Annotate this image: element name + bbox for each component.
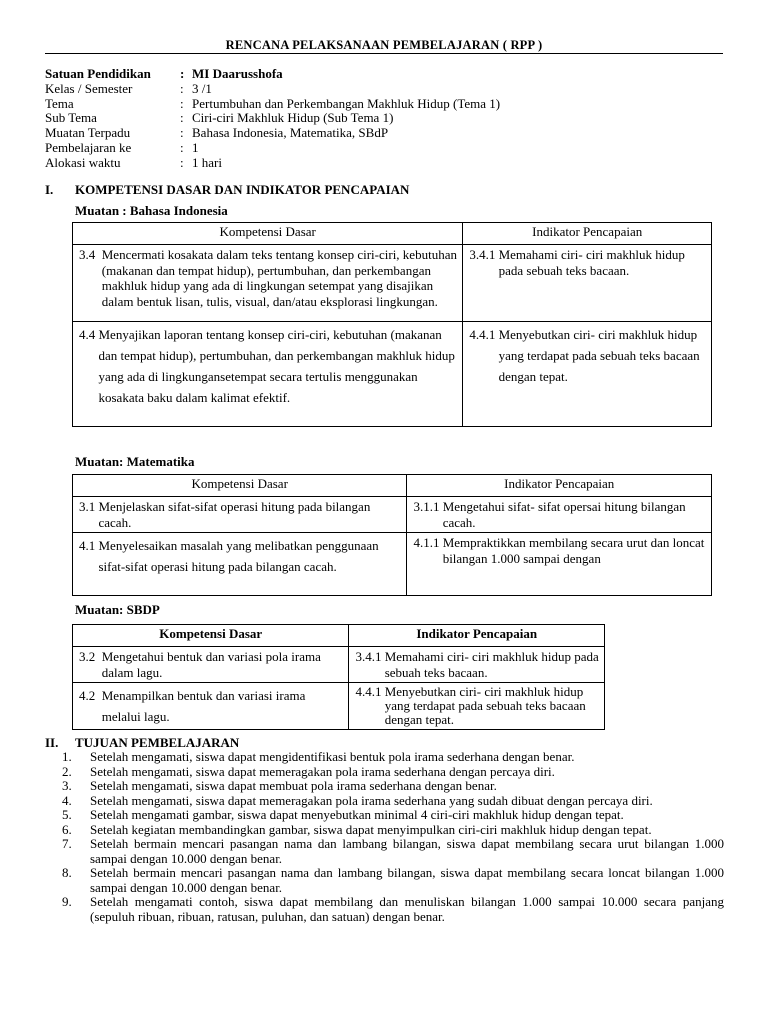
kd-code: 3.2 (79, 649, 102, 664)
list-text: Setelah mengamati, siswa dapat mengidentifikasi bentuk pola irama sederhana dengan benar. (90, 749, 575, 764)
kd-cell (73, 322, 463, 427)
ip-item (469, 324, 707, 387)
list-item (62, 895, 724, 924)
list-item (62, 750, 724, 765)
info-value: MI Daarusshofa (192, 66, 283, 81)
ip-code: 4.4.1 (469, 327, 499, 342)
kd-code: 4.4 (79, 327, 99, 342)
info-value: Ciri-ciri Makhluk Hidup (Sub Tema 1) (192, 110, 394, 126)
identity-block (45, 67, 500, 171)
kd-text: Mencermati kosakata dalam teks tentang konsep ciri-ciri, kebutuhan (makanan dan tempat hidup), pertumbuhan, dan perkembangan makhluk hidup yang ada di lingkungan setempat yang disajikan dalam bentuk lisan, tulis, visual, dan/atau eksplorasi lingkungan. (101, 247, 457, 309)
kd-item (79, 499, 402, 530)
table-bahasa-indonesia (72, 222, 712, 427)
ip-text: Memahami ciri- ciri makhluk hidup pada sebuah teks bacaan. (384, 649, 599, 680)
info-row-muatan-terpadu (45, 126, 500, 141)
kd-text: Menjelaskan sifat-sifat operasi hitung pada bilangan cacah. (98, 499, 371, 530)
list-number: 2. (62, 763, 72, 779)
info-row-satuan-pendidikan (45, 67, 500, 82)
ip-cell (349, 683, 605, 730)
info-colon: : (180, 139, 184, 155)
header-indikator-pencapaian: Indikator Pencapaian (349, 625, 605, 647)
section-heading-kompetensi (45, 182, 409, 198)
muatan-label-matematika: Muatan: Matematika (75, 454, 195, 469)
header-kompetensi-dasar: Kompetensi Dasar (73, 223, 463, 245)
ip-item (413, 499, 707, 530)
ip-text: Menyebutkan ciri- ciri makhluk hidup yang terdapat pada sebuah teks bacaan dengan tepat. (384, 684, 586, 727)
kd-text: Menampilkan bentuk dan variasi irama melalui lagu. (101, 688, 306, 724)
ip-cell (407, 533, 712, 596)
info-row-pembelajaran-ke (45, 141, 500, 156)
list-item (62, 779, 724, 794)
info-colon: : (180, 95, 184, 111)
list-number: 7. (62, 836, 72, 851)
muatan-label-sbdp: Muatan: SBDP (75, 602, 160, 617)
info-value: Bahasa Indonesia, Matematika, SBdP (192, 125, 389, 141)
info-label: Pembelajaran ke (45, 139, 132, 155)
section-title: KOMPETENSI DASAR DAN INDIKATOR PENCAPAIAN (75, 182, 410, 197)
document-title: RENCANA PELAKSANAAN PEMBELAJARAN ( RPP ) (225, 38, 543, 52)
list-number: 8. (62, 865, 72, 880)
section-number: I. (45, 182, 54, 197)
list-text: Setelah bermain mencari pasangan nama dan lambang bilangan, siswa dapat membilang secara urut bilangan 1.000 sampai dengan 10.000 dengan benar. (90, 836, 724, 866)
info-label: Satuan Pendidikan (45, 66, 151, 81)
kd-item (79, 324, 458, 408)
kd-code: 3.1 (79, 499, 99, 514)
list-number: 5. (62, 807, 72, 822)
header-kompetensi-dasar: Kompetensi Dasar (73, 475, 407, 497)
list-item (62, 794, 724, 809)
info-colon: : (180, 125, 184, 141)
list-item (62, 765, 724, 780)
table-header-row (73, 475, 712, 497)
info-value: 1 hari (192, 154, 222, 170)
info-label: Tema (45, 95, 74, 111)
info-label: Alokasi waktu (45, 154, 121, 170)
header-indikator-pencapaian: Indikator Pencapaian (463, 223, 712, 245)
info-value: 3 /1 (192, 80, 212, 96)
kd-item (79, 247, 458, 309)
kd-code: 3.4 (79, 247, 102, 262)
header-indikator-pencapaian: Indikator Pencapaian (407, 475, 712, 497)
info-label: Sub Tema (45, 110, 97, 126)
ip-cell (349, 647, 605, 683)
table-header-row (73, 223, 712, 245)
list-item (62, 823, 724, 838)
table-sbdp (72, 624, 605, 730)
list-item (62, 837, 724, 866)
tujuan-list (62, 750, 724, 924)
table-row (73, 245, 712, 322)
section-number: II. (45, 735, 59, 750)
kd-cell (73, 497, 407, 533)
info-colon: : (180, 110, 184, 126)
ip-cell (463, 322, 712, 427)
kd-code: 4.2 (79, 688, 102, 703)
ip-item (355, 649, 600, 680)
table-row (73, 533, 712, 596)
ip-text: Mengetahui sifat- sifat opersai hitung bilangan cacah. (442, 499, 686, 530)
list-number: 6. (62, 821, 72, 837)
table-row (73, 322, 712, 427)
ip-code: 3.1.1 (413, 499, 443, 514)
ip-code: 4.1.1 (413, 535, 443, 550)
list-text: Setelah kegiatan membandingkan gambar, siswa dapat menyimpulkan ciri-ciri makhluk hidup dengan tepat. (90, 821, 652, 837)
kd-text: Menyelesaikan masalah yang melibatkan penggunaan sifat-sifat operasi hitung pada bilangan cacah. (98, 538, 379, 574)
table-row (73, 647, 605, 683)
ip-cell (407, 497, 712, 533)
list-text: Setelah bermain mencari pasangan nama dan lambang bilangan, siswa dapat membilang secara loncat bilangan 1.000 sampai dengan 10.000 dengan benar. (90, 865, 724, 895)
kd-cell (73, 683, 349, 730)
kd-code: 4.1 (79, 538, 99, 553)
ip-item (413, 535, 707, 566)
list-item (62, 808, 724, 823)
kd-cell (73, 647, 349, 683)
ip-cell (463, 245, 712, 322)
list-item (62, 866, 724, 895)
info-colon: : (180, 80, 184, 96)
kd-item (79, 685, 344, 727)
ip-text: Mempraktikkan membilang secara urut dan loncat bilangan 1.000 sampai dengan (442, 535, 705, 566)
kd-item (79, 535, 402, 577)
table-matematika (72, 474, 712, 596)
ip-code: 3.4.1 (355, 649, 385, 664)
ip-item (355, 685, 600, 727)
list-text: Setelah mengamati gambar, siswa dapat menyebutkan minimal 4 ciri-ciri makhluk hidup dengan tepat. (90, 807, 624, 822)
muatan-label-bahasa: Muatan : Bahasa Indonesia (75, 203, 228, 218)
info-colon: : (180, 66, 185, 81)
ip-code: 3.4.1 (469, 247, 499, 262)
table-row (73, 683, 605, 730)
list-number: 9. (62, 894, 72, 909)
kd-cell (73, 533, 407, 596)
kd-text: Mengetahui bentuk dan variasi pola irama dalam lagu. (101, 649, 321, 680)
list-text: Setelah mengamati, siswa dapat memeragakan pola irama sederhana yang sudah dibuat dengan percaya diri. (90, 792, 653, 808)
info-row-tema (45, 97, 500, 112)
kd-cell (73, 245, 463, 322)
list-text: Setelah mengamati, siswa dapat memeragakan pola irama sederhana dengan percaya diri. (90, 763, 555, 779)
info-label: Muatan Terpadu (45, 125, 131, 141)
kd-item (79, 649, 344, 680)
list-number: 1. (62, 749, 72, 764)
info-label: Kelas / Semester (45, 80, 133, 96)
header-kompetensi-dasar: Kompetensi Dasar (73, 625, 349, 647)
kd-text: Menyajikan laporan tentang konsep ciri-ciri, kebutuhan (makanan dan tempat hidup), pertumbuhan, dan perkembangan makhluk hidup yang ada di lingkungansetempat secara tertulis menggunakan kosakata baku dalam kalimat efektif. (98, 327, 455, 405)
list-number: 3. (62, 778, 72, 793)
list-number: 4. (62, 792, 72, 808)
table-header-row (73, 625, 605, 647)
list-text: Setelah mengamati contoh, siswa dapat membilang dan menuliskan bilangan 1.000 sampai 10.000 secara panjang (sepuluh ribuan, ribuan, ratusan, puluhan, dan satuan) dengan benar. (90, 894, 724, 924)
ip-text: Menyebutkan ciri- ciri makhluk hidup yang terdapat pada sebuah teks bacaan dengan tepat. (498, 327, 700, 384)
ip-item (469, 247, 707, 278)
info-row-sub-tema (45, 111, 500, 126)
title-divider (45, 53, 723, 54)
ip-code: 4.4.1 (355, 684, 385, 699)
info-value: Pertumbuhan dan Perkembangan Makhluk Hidup (Tema 1) (192, 95, 501, 111)
info-row-kelas-semester (45, 82, 500, 97)
info-colon: : (180, 154, 184, 170)
list-text: Setelah mengamati, siswa dapat membuat pola irama sederhana dengan benar. (90, 778, 497, 793)
section-title: TUJUAN PEMBELAJARAN (75, 735, 240, 750)
table-row (73, 497, 712, 533)
ip-text: Memahami ciri- ciri makhluk hidup pada sebuah teks bacaan. (498, 247, 685, 278)
info-value: 1 (192, 139, 199, 155)
info-row-alokasi-waktu (45, 156, 500, 171)
